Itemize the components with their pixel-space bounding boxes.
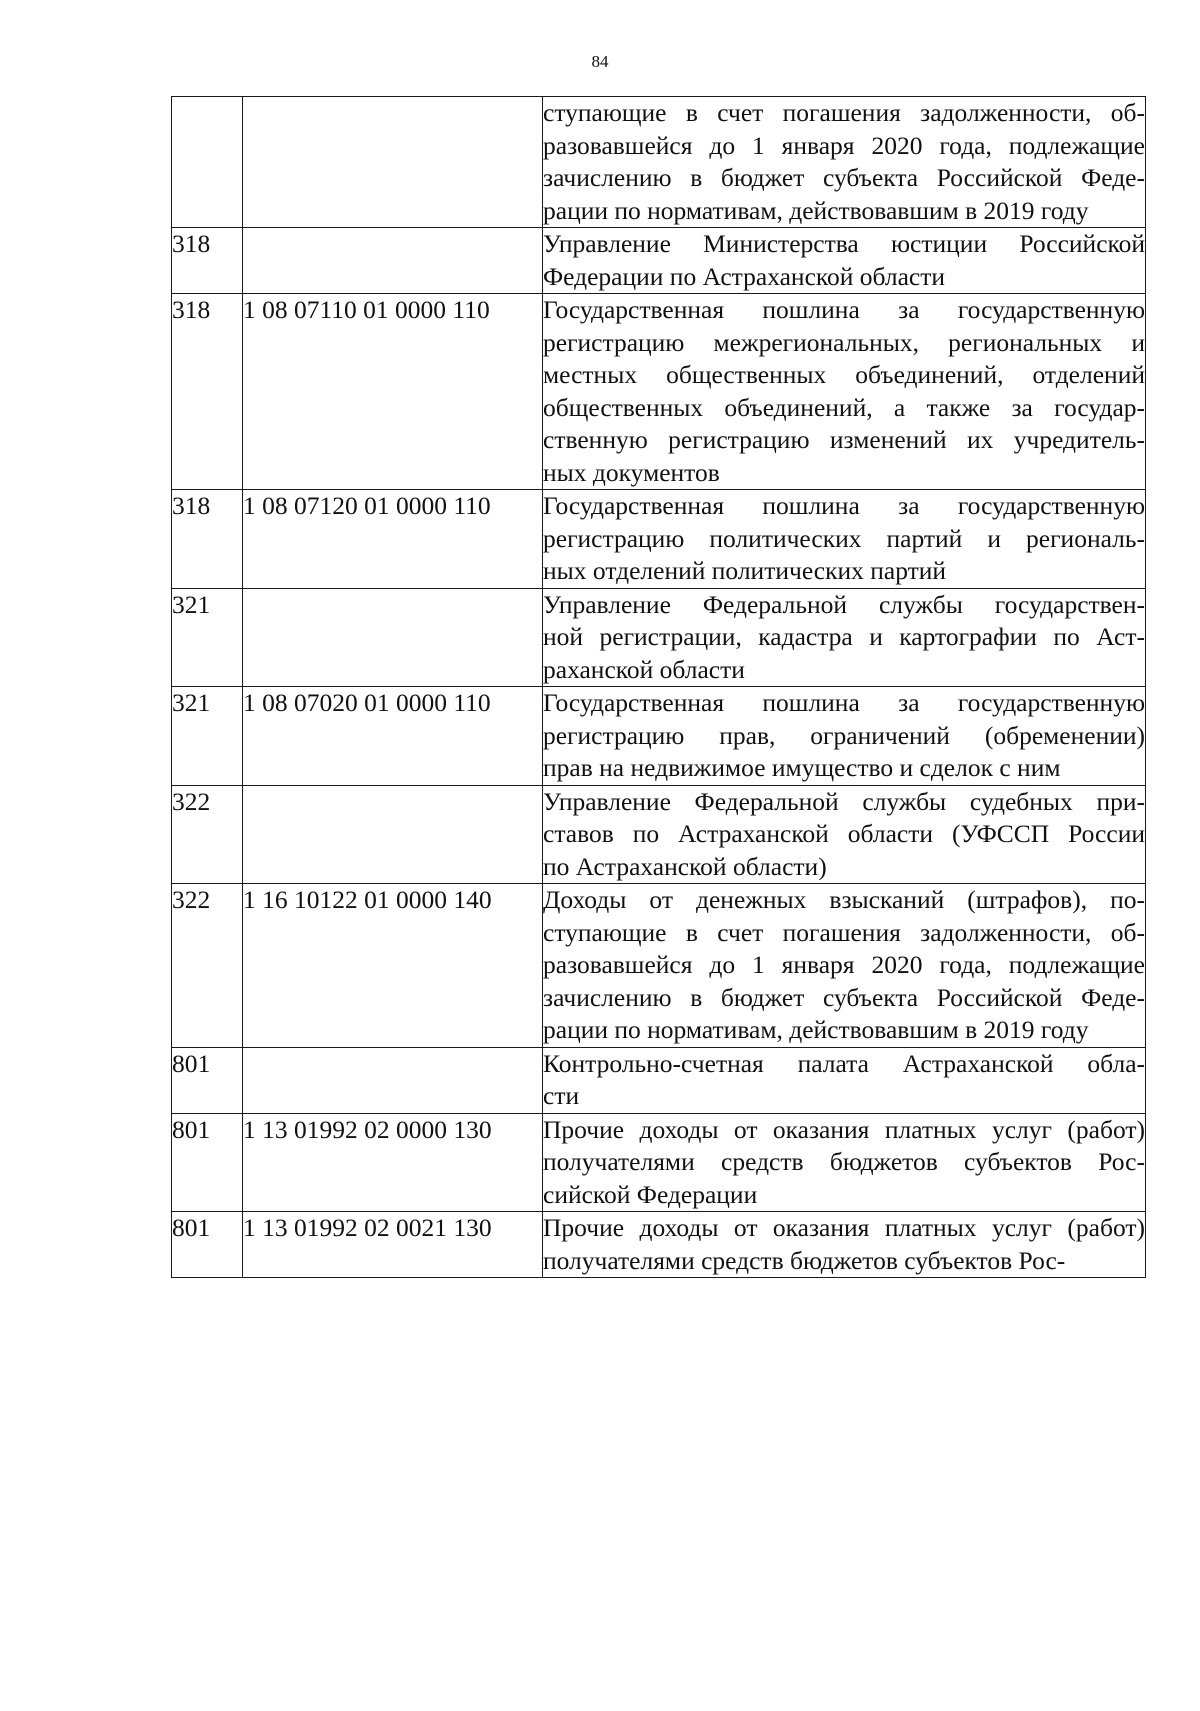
table-row [172, 97, 1146, 228]
table-row [172, 294, 1146, 490]
description-line: Управление Федеральной службы судебных при- [543, 786, 1145, 816]
table-body [172, 97, 1146, 1278]
table-row [172, 1047, 1146, 1113]
budget-classification-code-cell: 1 08 07120 01 0000 110 [243, 490, 543, 589]
budget-classification-code-cell: 1 16 10122 01 0000 140 [243, 884, 543, 1048]
description-cell [543, 687, 1146, 786]
admin-code-cell [172, 97, 243, 228]
admin-code-cell: 322 [172, 785, 243, 884]
table-row [172, 490, 1146, 589]
description-line: Прочие доходы от оказания платных услуг (работ) [543, 1114, 1145, 1144]
description-line: местных общественных объединений, отделений [543, 360, 1145, 389]
budget-classification-code-cell [243, 785, 543, 884]
description-line: зачислению в бюджет субъекта Российской Феде- [543, 163, 1145, 192]
description-cell [543, 1113, 1146, 1212]
description-line: Прочие доходы от оказания платных услуг (работ) [543, 1213, 1145, 1242]
description-line: Государственная пошлина за государственную [543, 688, 1145, 717]
description-line: регистрацию политических партий и региональ- [543, 523, 1145, 553]
description-line: общественных объединений, а также за государ- [543, 392, 1145, 422]
table-row [172, 228, 1146, 294]
description-line: раханской области [543, 654, 745, 684]
description-cell [543, 588, 1146, 687]
description-line: Управление Министерства юстиции Российской [543, 229, 1145, 258]
description-line: Доходы от денежных взысканий (штрафов), по- [543, 885, 1145, 914]
budget-classification-code-cell: 1 13 01992 02 0021 130 [243, 1212, 543, 1278]
admin-code-cell: 318 [172, 490, 243, 589]
description-line: зачислению в бюджет субъекта Российской Феде- [543, 982, 1145, 1012]
description-cell [543, 97, 1146, 228]
description-cell [543, 785, 1146, 884]
description-line: рации по нормативам, действовавшим в 2019 году [543, 195, 1089, 225]
description-cell [543, 1047, 1146, 1113]
budget-classification-code-cell [243, 228, 543, 294]
budget-classification-code-cell [243, 1047, 543, 1113]
admin-code-cell: 801 [172, 1047, 243, 1113]
budget-classification-code-cell: 1 08 07110 01 0000 110 [243, 294, 543, 490]
admin-code-cell: 318 [172, 228, 243, 294]
table-row [172, 687, 1146, 786]
table-row [172, 1212, 1146, 1278]
budget-codes-table [171, 96, 1146, 1278]
description-line: сийской Федерации [543, 1179, 758, 1209]
admin-code-cell: 801 [172, 1113, 243, 1212]
admin-code-cell: 801 [172, 1212, 243, 1278]
description-line: Управление Федеральной службы государствен- [543, 589, 1145, 619]
description-cell [543, 228, 1146, 294]
description-line: получателями средств бюджетов субъектов Рос- [543, 1147, 1145, 1176]
description-line: Контрольно-счетная палата Астраханской обла- [543, 1048, 1145, 1078]
description-line: ной регистрации, кадастра и картографии по Аст- [543, 622, 1145, 651]
description-line: ных отделений политических партий [543, 556, 947, 585]
description-line: ственную регистрацию изменений их учредитель- [543, 425, 1145, 454]
description-line: Государственная пошлина за государственную [543, 295, 1145, 324]
description-line: разовавшейся до 1 января 2020 года, подлежащие [543, 950, 1145, 979]
description-line: Государственная пошлина за государственную [543, 491, 1145, 520]
admin-code-cell: 322 [172, 884, 243, 1048]
description-line: прав на недвижимое имущество и сделок с ним [543, 753, 1061, 782]
budget-classification-code-cell: 1 08 07020 01 0000 110 [243, 687, 543, 786]
admin-code-cell: 321 [172, 588, 243, 687]
description-line: ставов по Астраханской области (УФССП России [543, 819, 1145, 848]
table-row [172, 884, 1146, 1048]
table-row [172, 588, 1146, 687]
description-cell [543, 490, 1146, 589]
table-row [172, 1113, 1146, 1212]
description-line: разовавшейся до 1 января 2020 года, подлежащие [543, 130, 1145, 160]
description-line: получателями средств бюджетов субъектов Рос- [543, 1245, 1066, 1275]
description-cell [543, 1212, 1146, 1278]
budget-classification-code-cell: 1 13 01992 02 0000 130 [243, 1113, 543, 1212]
description-line: ных документов [543, 457, 720, 487]
description-line: Федерации по Астраханской области [543, 261, 945, 291]
description-line: ступающие в счет погашения задолженности, об- [543, 98, 1145, 127]
description-cell [543, 294, 1146, 490]
admin-code-cell: 318 [172, 294, 243, 490]
description-line: регистрацию прав, ограничений (обременении) [543, 720, 1145, 750]
description-line: рации по нормативам, действовавшим в 2019 году [543, 1015, 1089, 1044]
description-line: сти [543, 1081, 580, 1110]
budget-classification-code-cell [243, 588, 543, 687]
admin-code-cell: 321 [172, 687, 243, 786]
description-line: ступающие в счет погашения задолженности, об- [543, 917, 1145, 947]
budget-classification-code-cell [243, 97, 543, 228]
page-number: 84 [591, 52, 609, 71]
description-line: регистрацию межрегиональных, региональных и [543, 327, 1145, 357]
description-line: по Астраханской области) [543, 851, 827, 881]
table-row [172, 785, 1146, 884]
description-cell [543, 884, 1146, 1048]
